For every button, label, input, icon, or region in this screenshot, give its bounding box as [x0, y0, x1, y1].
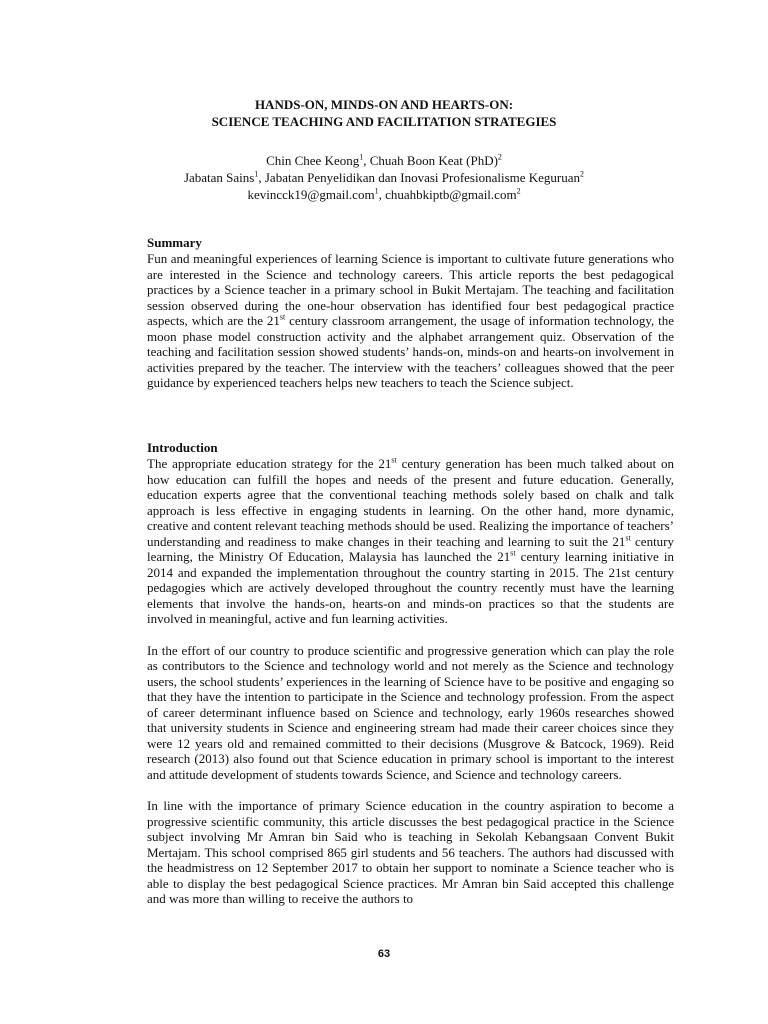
page-number: 63 [377, 948, 391, 960]
introduction-paragraph-2: In the effort of our country to produce scientific and progressive generation which can play the role as contributors to the Science and technology world and not merely as the Science and technology users, the school students’ experiences in the learning of Science have to be positive and engaging so that they have the intention to participate in the Science and technology profession. From the aspect of career determinant influence based on Science and technology, early 1960s researches showed that university students in Science and engineering stream had made their career choices since they were 12 years old and remained committed to their decisions (Musgrove & Batcock, 1969). Reid research (2013) also found out that Science education in primary school is important to the interest and attitude development of students towards Science, and Science and technology careers. [147, 642, 674, 782]
summary-section [147, 235, 674, 391]
author-block [0, 152, 768, 203]
introduction-heading: Introduction [147, 440, 218, 455]
author-2: Chuah Boon Keat (PhD) [369, 153, 498, 168]
paper-title [0, 96, 768, 130]
author-affiliations: Jabatan Sains$^1$, Jabatan Penyelidikan dan Inovasi Profesionalisme Keguruan$^2$ [183, 169, 585, 185]
author-1: Chin Chee Keong [266, 153, 360, 168]
affiliation-2: Jabatan Penyelidikan dan Inovasi Profesionalisme Keguruan [264, 170, 581, 185]
affiliation-1: Jabatan Sains [183, 170, 255, 185]
introduction-section [147, 440, 674, 907]
summary-paragraph: Fun and meaningful experiences of learning Science is important to cultivate future generations who are interested in the Science and technology careers. This article reports the best pedagogical practices by a Science teacher in a primary school in Bukit Mertajam. The teaching and facilitation session observed during the one-hour observation has identified four best pedagogical practice aspects, which are the 21st century classroom arrangement, the usage of information technology, the moon phase model construction activity and the alphabet arrangement quiz. Observation of the teaching and facilitation session showed students’ hands-on, minds-on and hearts-on involvement in activities prepared by the teacher. The interview with the teachers’ colleagues showed that the peer guidance by experienced teachers helps new teachers to teach the Science subject. [147, 251, 675, 390]
author-emails: kevincck19@gmail.com$^1$, chuahbkiptb@gmail.com$^2$ [247, 186, 521, 202]
introduction-paragraph-1: The appropriate education strategy for the 21st century generation has been much talked about on how education can fulfill the hopes and needs of the present and future education. Generally, education experts agree that the conventional teaching methods solely based on chalk and talk approach is less effective in engaging students in learning. On the other hand, more dynamic, creative and content relevant teaching methods should be used. Realizing the importance of teachers’ understanding and readiness to make changes in their teaching and learning to suit the 21st century learning, the Ministry Of Education, Malaysia has launched the 21st century learning initiative in 2014 and expanded the implementation throughout the country starting in 2015. The 21st century pedagogies which are actively developed throughout the country recently must have the learning elements that involve the hands-on, hearts-on and minds-on practices so that the students are involved in meaningful, active and fun learning activities. [147, 455, 675, 626]
title-line-2: SCIENCE TEACHING AND FACILITATION STRATEGIES [211, 114, 557, 129]
author-names: Chin Chee Keong$^1$, Chuah Boon Keat (PhD)$^2$ [266, 152, 502, 168]
introduction-paragraph-3: In line with the importance of primary Science education in the country aspiration to become a progressive scientific community, this article discusses the best pedagogical practice in the Science subject involving Mr Amran bin Said who is teaching in Sekolah Kebangsaan Convent Bukit Mertajam. This school comprised 865 girl students and 56 teachers. The authors had discussed with the headmistress on 12 September 2017 to obtain her support to nominate a Science teacher who is able to display the best pedagogical Science practices. Mr Amran bin Said accepted this challenge and was more than willing to receive the authors to [147, 798, 674, 906]
title-line-1: HANDS-ON, MINDS-ON AND HEARTS-ON: [254, 97, 514, 112]
summary-heading: Summary [147, 235, 202, 250]
email-2: chuahbkiptb@gmail.com [385, 187, 517, 202]
email-1: kevincck19@gmail.com [247, 187, 375, 202]
